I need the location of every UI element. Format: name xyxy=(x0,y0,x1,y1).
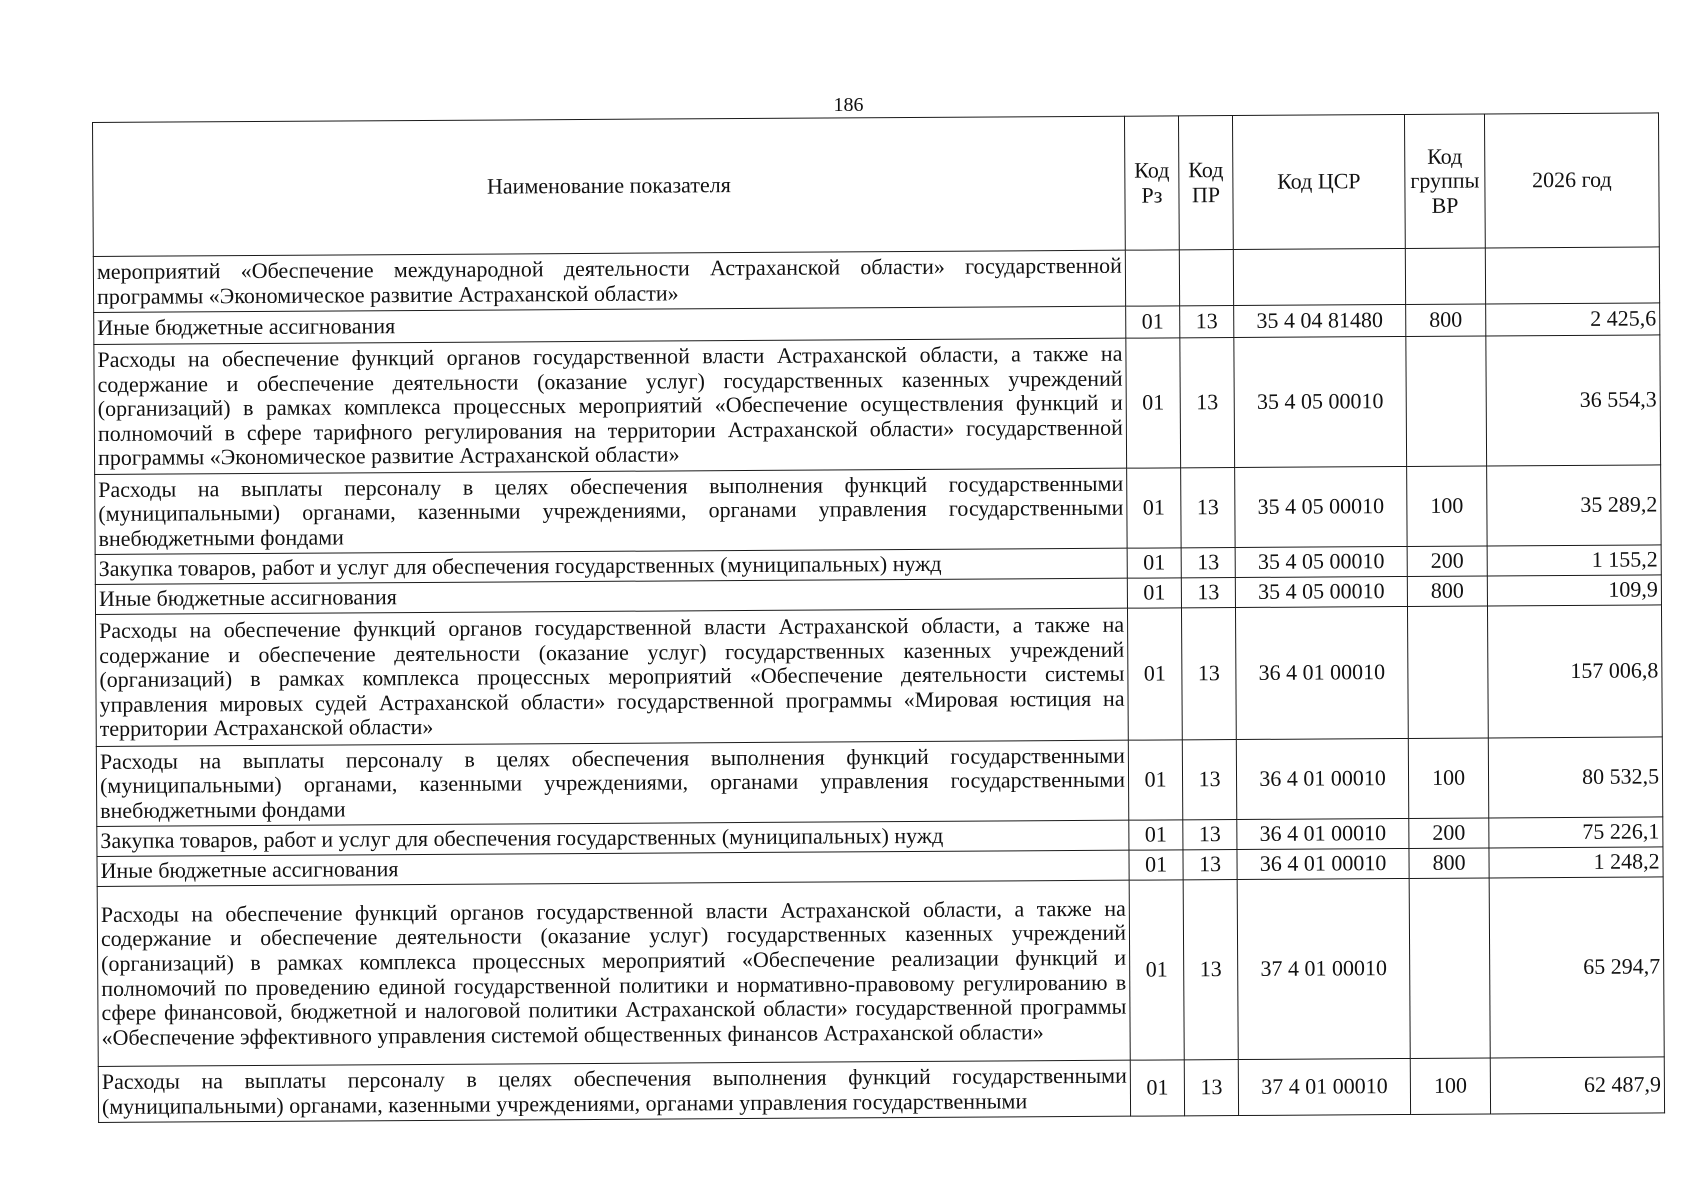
row-name: Расходы на обеспечение функций органов государственной власти Астраханской области, а также на содержание и обеспечение деятельности (оказание услуг) государственных казенных учреждений (организаций) в рамках комплекса процессных мероприятий «Обеспечение реализации функций и полномочий по проведению единой государственной политики и нормативно-правовому регулированию в сфере финансовой, бюджетной и налоговой политики Астраханской области» государственной программы «Обеспечение эффективного управления системой общественных финансов Астраханской области» xyxy=(97,880,1130,1066)
table-row xyxy=(95,465,1661,555)
table-body xyxy=(93,247,1664,1123)
table-row xyxy=(96,737,1662,827)
row-value: 75 226,1 xyxy=(1489,817,1663,848)
row-vr: 200 xyxy=(1407,546,1487,576)
row-rz: 01 xyxy=(1130,1060,1184,1116)
row-vr: 800 xyxy=(1409,848,1489,878)
row-name: Расходы на выплаты персоналу в целях обеспечения выполнения функций государственными (муниципальными) органами, казенными учреждениями, органами управления государственными внебюджетными фондами xyxy=(96,740,1128,826)
row-rz: 01 xyxy=(1127,468,1181,548)
header-pr: Код ПР xyxy=(1178,116,1233,250)
row-value: 36 554,3 xyxy=(1486,335,1661,466)
table-row xyxy=(96,605,1663,747)
row-name: Иные бюджетные ассигнования xyxy=(97,850,1129,886)
table-row xyxy=(94,335,1661,475)
row-vr: 800 xyxy=(1407,576,1487,606)
row-csr: 36 4 01 00010 xyxy=(1236,738,1408,819)
row-pr: 13 xyxy=(1181,548,1235,578)
row-vr xyxy=(1407,606,1488,738)
row-pr: 13 xyxy=(1181,608,1236,740)
row-pr: 13 xyxy=(1180,338,1235,468)
row-value: 35 289,2 xyxy=(1487,465,1661,546)
row-rz: 01 xyxy=(1126,338,1181,468)
row-csr: 35 4 05 00010 xyxy=(1235,576,1407,607)
row-csr: 35 4 05 00010 xyxy=(1235,546,1407,577)
row-name: Расходы на обеспечение функций органов государственной власти Астраханской области, а также на содержание и обеспечение деятельности (оказание услуг) государственных казенных учреждений (организаций) в рамках комплекса процессных мероприятий «Обеспечение деятельности системы управления мировых судей Астраханской области» государственной программы «Мировая юстиция на территории Астраханской области» xyxy=(96,608,1129,746)
row-rz: 01 xyxy=(1128,740,1182,820)
row-rz: 01 xyxy=(1126,306,1180,338)
row-rz: 01 xyxy=(1129,820,1183,850)
row-value: 62 487,9 xyxy=(1490,1057,1664,1114)
row-name: Расходы на выплаты персоналу в целях обеспечения выполнения функций государственными (муниципальными) органами, казенными учреждениями, органами управления государственными xyxy=(98,1060,1130,1122)
row-pr xyxy=(1179,250,1233,306)
row-vr: 100 xyxy=(1408,738,1488,818)
row-pr: 13 xyxy=(1183,850,1237,880)
row-csr: 36 4 01 00010 xyxy=(1237,818,1409,849)
row-value: 80 532,5 xyxy=(1488,737,1662,818)
row-vr: 100 xyxy=(1410,1058,1490,1114)
header-vr: Код группы ВР xyxy=(1404,114,1485,248)
row-rz xyxy=(1125,250,1179,306)
row-vr xyxy=(1405,248,1485,304)
row-csr xyxy=(1233,248,1405,305)
row-csr: 36 4 01 00010 xyxy=(1235,606,1408,739)
row-vr xyxy=(1409,878,1490,1058)
table-row xyxy=(97,877,1664,1067)
row-value: 2 425,6 xyxy=(1486,303,1660,336)
row-pr: 13 xyxy=(1182,740,1236,820)
row-pr: 13 xyxy=(1183,820,1237,850)
row-csr: 35 4 05 00010 xyxy=(1234,336,1407,467)
row-rz: 01 xyxy=(1129,850,1183,880)
row-rz: 01 xyxy=(1129,880,1184,1060)
row-vr: 800 xyxy=(1406,304,1486,336)
row-pr: 13 xyxy=(1180,306,1234,338)
row-csr: 35 4 04 81480 xyxy=(1234,304,1406,337)
row-value: 1 248,2 xyxy=(1489,847,1663,878)
header-rz: Код Рз xyxy=(1124,116,1179,250)
row-rz: 01 xyxy=(1127,578,1181,608)
budget-table xyxy=(92,112,1665,1123)
row-pr: 13 xyxy=(1181,468,1235,548)
row-pr: 13 xyxy=(1181,578,1235,608)
header-csr: Код ЦСР xyxy=(1232,114,1405,249)
page-number: 186 xyxy=(833,94,864,116)
table-row xyxy=(93,247,1659,313)
row-pr: 13 xyxy=(1184,1060,1238,1116)
row-name: Закупка товаров, работ и услуг для обеспечения государственных (муниципальных) нужд xyxy=(97,820,1129,856)
row-value: 157 006,8 xyxy=(1487,605,1662,738)
row-name: Расходы на обеспечение функций органов государственной власти Астраханской области, а также на содержание и обеспечение деятельности (оказание услуг) государственных казенных учреждений (организаций) в рамках комплекса процессных мероприятий «Обеспечение осуществления функций и полномочий в сфере тарифного регулирования на территории Астраханской области» государственной программы «Экономическое развитие Астраханской области» xyxy=(94,338,1127,474)
row-name: мероприятий «Обеспечение международной деятельности Астраханской области» государственной программы «Экономическое развитие Астраханской области» xyxy=(93,250,1125,312)
header-name: Наименование показателя xyxy=(93,116,1126,256)
row-rz: 01 xyxy=(1127,548,1181,578)
row-csr: 37 4 01 00010 xyxy=(1238,1058,1410,1115)
row-value: 109,9 xyxy=(1487,575,1661,606)
row-pr: 13 xyxy=(1183,880,1238,1060)
row-value: 1 155,2 xyxy=(1487,545,1661,576)
row-name: Иные бюджетные ассигнования xyxy=(94,306,1126,344)
row-csr: 35 4 05 00010 xyxy=(1235,466,1407,547)
row-csr: 36 4 01 00010 xyxy=(1237,848,1409,879)
row-vr: 100 xyxy=(1407,466,1487,546)
header-year: 2026 год xyxy=(1484,113,1659,248)
row-vr xyxy=(1406,336,1487,466)
row-value xyxy=(1485,247,1659,304)
table-header xyxy=(93,113,1660,257)
row-name: Расходы на выплаты персоналу в целях обеспечения выполнения функций государственными (муниципальными) органами, казенными учреждениями, органами управления государственными внебюджетными фондами xyxy=(95,468,1127,554)
row-name: Иные бюджетные ассигнования xyxy=(95,578,1127,614)
row-csr: 37 4 01 00010 xyxy=(1237,878,1410,1059)
row-value: 65 294,7 xyxy=(1489,877,1664,1058)
row-name: Закупка товаров, работ и услуг для обеспечения государственных (муниципальных) нужд xyxy=(95,548,1127,584)
budget-table-container xyxy=(92,112,1664,1123)
row-rz: 01 xyxy=(1127,608,1182,740)
row-vr: 200 xyxy=(1409,818,1489,848)
table-row xyxy=(98,1057,1664,1123)
